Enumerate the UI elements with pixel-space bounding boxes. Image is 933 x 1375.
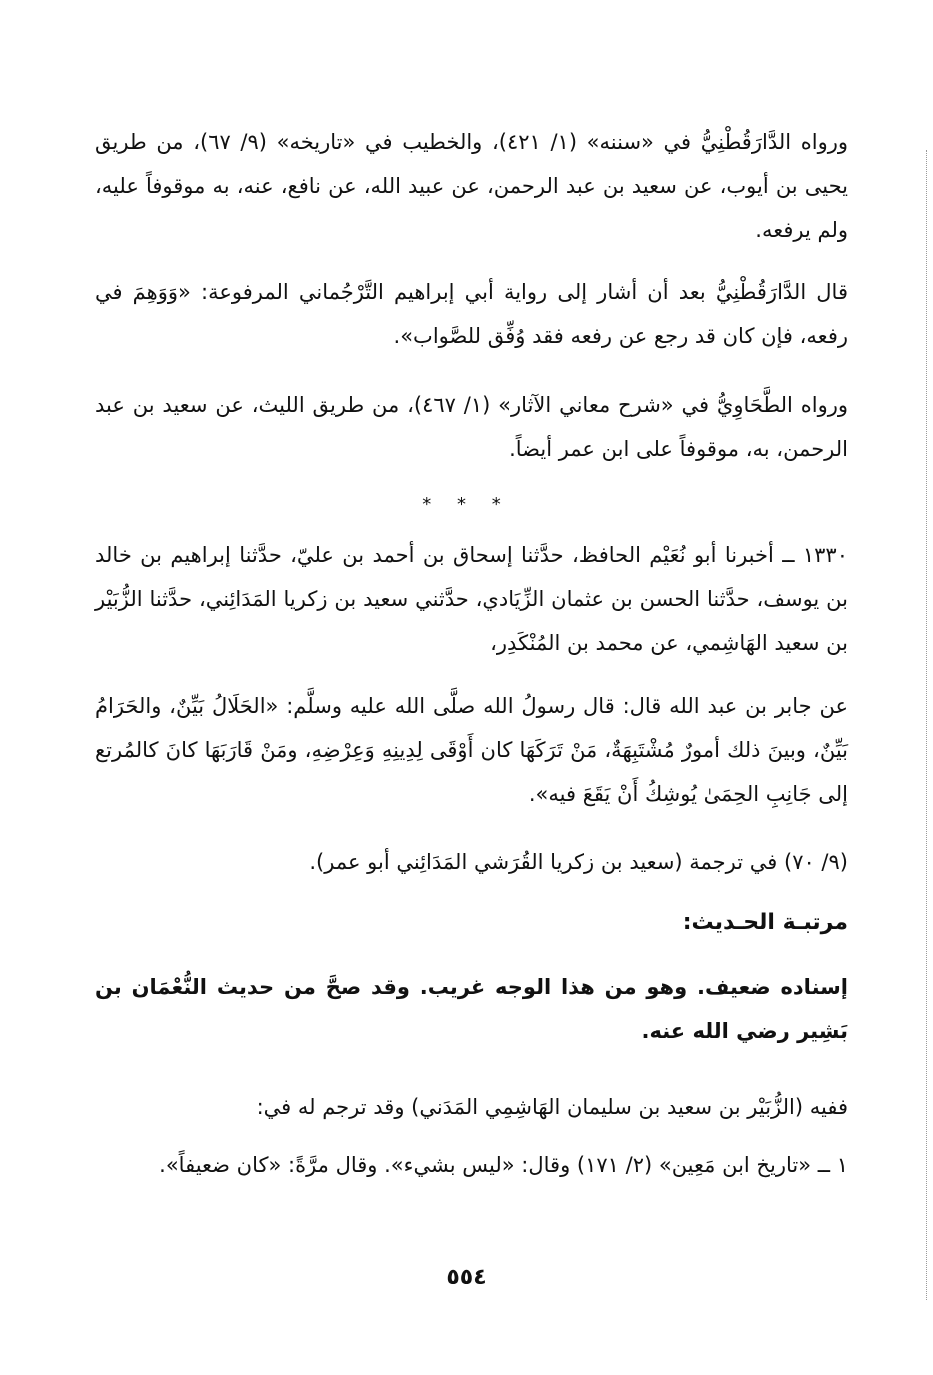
narrator-note: ففيه (الزُّبَيْر بن سعيد بن سليمان الهَاشِمِي المَدَني) وقد ترجم له في: xyxy=(256,1095,848,1119)
page-number: ٥٥٤ xyxy=(446,1265,487,1290)
page-edge-dotted-line xyxy=(926,150,927,1300)
narrator-reference-1: ١ ــ «تاريخ ابن مَعِين» (٢/ ١٧١) وقال: «ليس بشيء». وقال مرَّةً: «كان ضعيفاً». xyxy=(159,1153,848,1177)
paragraph-tahawi-narration: ورواه الطَّحَاوِيُّ في «شرح معاني الآثار» (١/ ٤٦٧)، من طريق الليث، عن سعيد بن عبد الرحمن، به، موقوفاً على ابن عمر أيضاً. xyxy=(95,393,848,461)
hadith-isnad-1330: ١٣٣٠ ــ أخبرنا أبو نُعَيْم الحافظ، حدَّثنا إسحاق بن أحمد بن عليّ، حدَّثنا إبراهيم بن خالد بن يوسف، حدَّثنا الحسن بن عثمان الزِّيَادي، حدَّثني سعيد بن زكريا المَدَائِني، حدَّثنا الزُّبَيْر بن سعيد الهَاشِمي، عن محمد بن المُنْكَدِر، xyxy=(95,543,848,655)
section-separator: * * * xyxy=(422,494,511,515)
paragraph-daraqutni-narration: ورواه الدَّارَقُطْنِيُّ في «سننه» (١/ ٤٢١)، والخطيب في «تاريخه» (٩/ ٦٧)، من طريق يحيى بن أيوب، عن سعيد بن عبد الرحمن، عن عبيد الله، عن نافع، عنه، به موقوفاً عليه، ولم يرفعه. xyxy=(95,130,848,242)
paragraph-daraqutni-comment: قال الدَّارَقُطْنِيُّ بعد أن أشار إلى رواية أبي إبراهيم التَّرْجُماني المرفوعة: «وَوَهِمَ في رفعه، فإن كان قد رجع عن رفعه فقد وُفِّق للصَّواب». xyxy=(95,280,848,348)
hadith-matn: عن جابر بن عبد الله قال: قال رسولُ الله صلَّى الله عليه وسلَّم: «الحَلَالُ بَيِّنٌ، والحَرَامُ بَيِّنٌ، وبينَ ذلك أمورٌ مُشْتَبِهَةٌ، مَنْ تَرَكَهَا كان أَوْقَى لِدِينِهِ وَعِرْضِهِ، ومَنْ قَارَبَهَا كانَ كالمُرتع إلى جَانِبِ الحِمَىٰ يُوشِكُ أَنْ يَقَعَ فيه». xyxy=(95,694,848,806)
source-reference: (٩/ ٧٠) في ترجمة (سعيد بن زكريا القُرَشي المَدَائِني أبو عمر). xyxy=(309,850,848,874)
hadith-grade-text: إسناده ضعيف. وهو من هذا الوجه غريب. وقد صحَّ من حديث النُّعْمَان بن بَشِير رضي الله عنه. xyxy=(95,975,848,1043)
hadith-grade-heading: مرتبـة الحـديث: xyxy=(682,910,848,935)
